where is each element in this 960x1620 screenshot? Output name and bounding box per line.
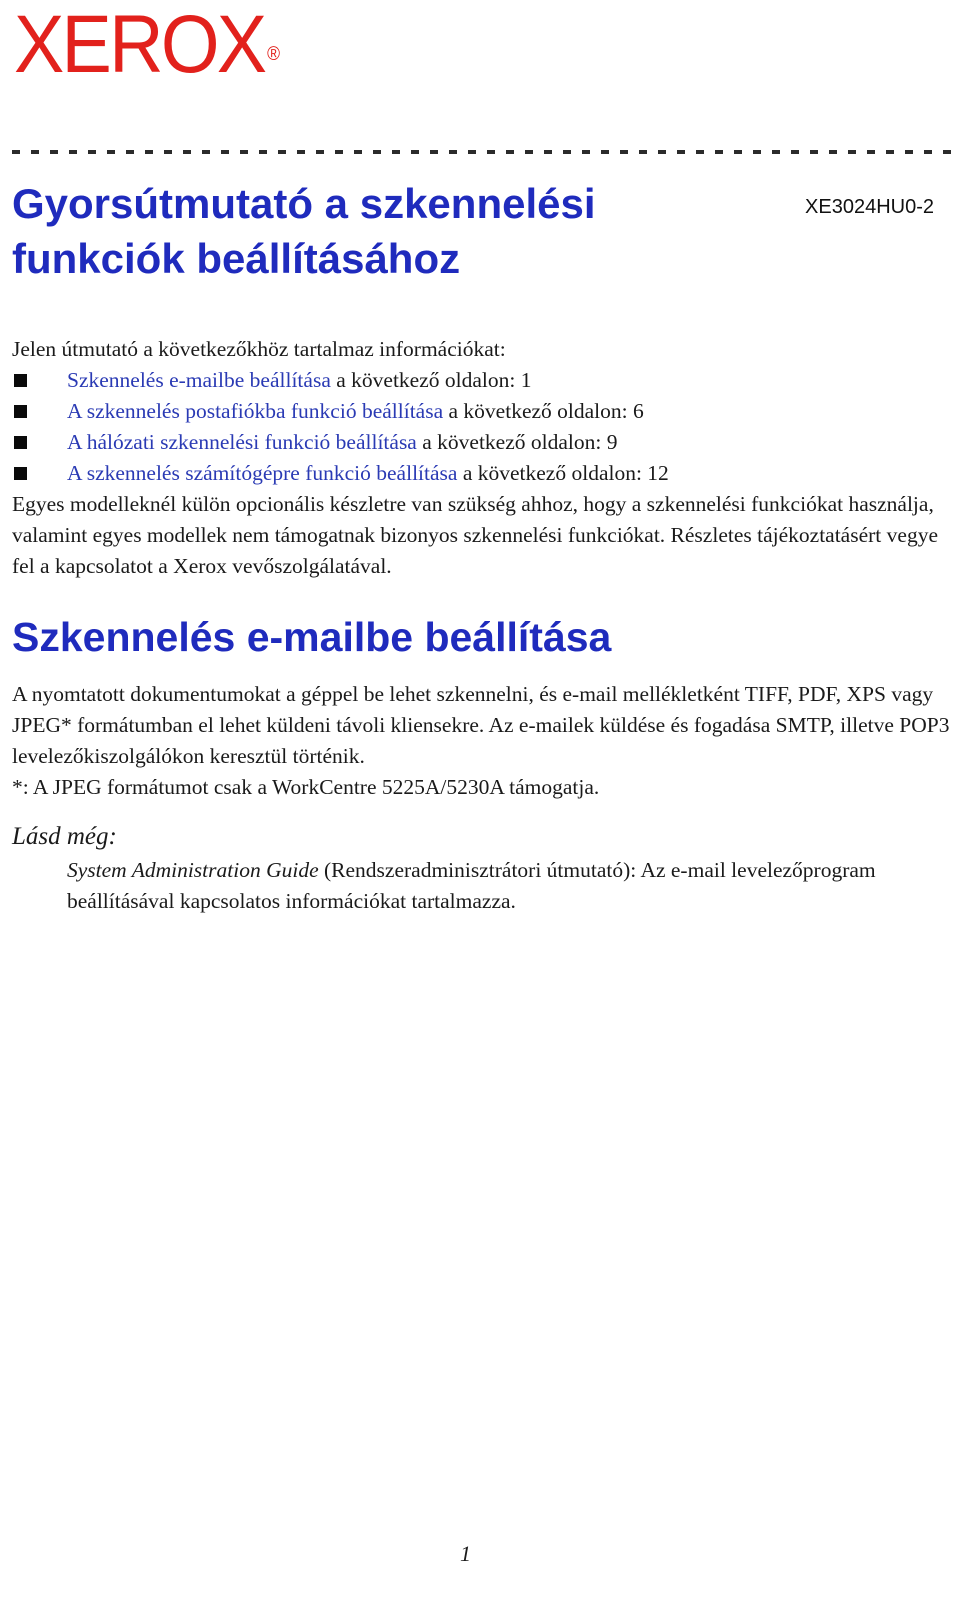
contents-list: [12, 365, 952, 489]
square-bullet-icon: [14, 467, 27, 480]
guide-title: System Administration Guide: [67, 858, 319, 882]
model-note: Egyes modelleknél külön opcionális készletre van szükség ahhoz, hogy a szkennelési funkciókat használja, valamint egyes modellek nem támogatnak bizonyos szkennelési funkciókat. Részletes tájékoztatásért vegye fel a kapcsolatot a Xerox vevőszolgálatával.: [12, 492, 938, 578]
section-body: [12, 679, 952, 803]
registered-mark-icon: ®: [267, 44, 280, 65]
contents-page-ref: a következő oldalon: 12: [457, 461, 669, 485]
contents-link-scan-to-email[interactable]: Szkennelés e-mailbe beállítása: [67, 368, 331, 392]
see-also-label: Lásd még:: [12, 823, 117, 850]
contents-link-network-scanning[interactable]: A hálózati szkennelési funkció beállítása: [67, 430, 417, 454]
square-bullet-icon: [14, 436, 27, 449]
see-also-reference: [67, 855, 947, 917]
contents-item: [12, 458, 952, 489]
contents-page-ref: a következő oldalon: 9: [416, 430, 618, 454]
contents-item: [12, 396, 952, 427]
square-bullet-icon: [14, 405, 27, 418]
xerox-logo: [14, 0, 280, 96]
header-dashed-divider: [12, 150, 960, 154]
section-title: Szkennelés e-mailbe beállítása: [12, 614, 612, 660]
square-bullet-icon: [14, 374, 27, 387]
contents-page-ref: a következő oldalon: 6: [443, 399, 644, 423]
intro-text: Jelen útmutató a következőkhöz tartalmaz információkat:: [12, 337, 506, 361]
contents-item: [12, 427, 952, 458]
document-title: [12, 176, 732, 286]
title-line-1: Gyorsútmutató a szkennelési: [12, 180, 596, 227]
section-body-text: A nyomtatott dokumentumokat a géppel be lehet szkennelni, és e-mail mellékletként TIFF, PDF, XPS vagy JPEG* formátumban el lehet küldeni távoli kliensekre. Az e-mailek küldése és fogadása SMTP, illetve POP3 levelezőkiszolgálókon keresztül történik.: [12, 682, 950, 768]
title-line-2: funkciók beállításához: [12, 235, 461, 282]
contents-page-ref: a következő oldalon: 1: [330, 368, 532, 392]
document-code: XE3024HU0-2: [805, 196, 934, 218]
see-also-description: (Rendszeradminisztrátori útmutató): Az e-mail levelezőprogram beállításával kapcsolatos információkat tartalmazza.: [67, 858, 876, 913]
page-number: 1: [460, 1541, 471, 1566]
logo-text: XEROX: [14, 0, 265, 90]
contents-link-scan-to-mailbox[interactable]: A szkennelés postafiókba funkció beállítása: [67, 399, 444, 423]
jpeg-footnote: *: A JPEG formátumot csak a WorkCentre 5225A/5230A támogatja.: [12, 775, 600, 799]
contents-link-scan-to-pc[interactable]: A szkennelés számítógépre funkció beállítása: [67, 461, 458, 485]
contents-item: [12, 365, 952, 396]
